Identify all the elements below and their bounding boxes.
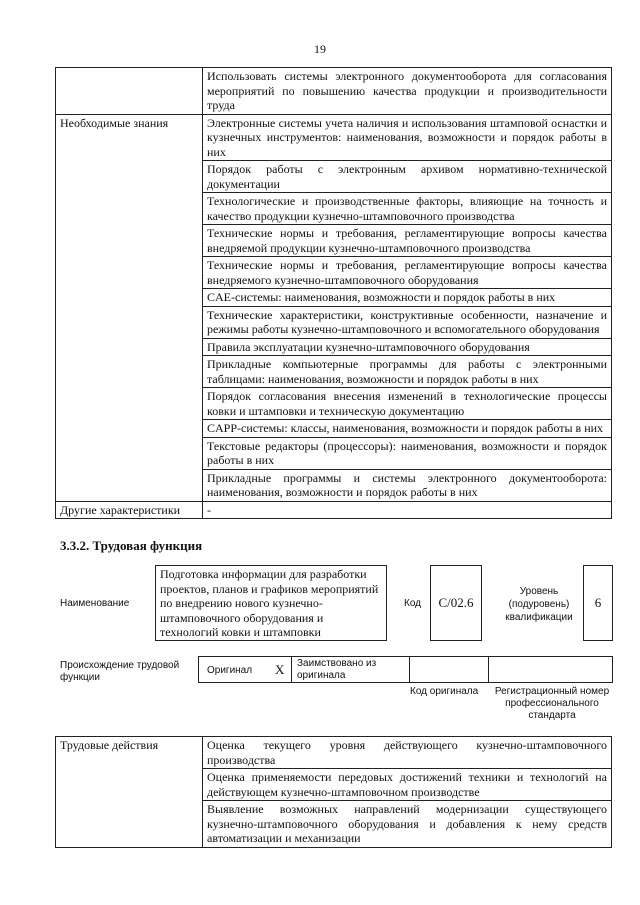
section-title: 3.3.2. Трудовая функция (60, 538, 203, 553)
knowledge-item: CAPP-системы: классы, наименования, возможности и порядок работы в них (203, 420, 612, 438)
level-label: Уровень (подуровень) квалификации (505, 586, 573, 623)
continuation-cell: Использовать системы электронного документооборота для согласования мероприятий по повышению качества продукции и производительности труда (203, 68, 612, 115)
knowledge-label: Необходимые знания (56, 114, 203, 501)
original-label: Оригинал (207, 665, 253, 676)
action-item: Выявление возможных направлений модернизации существующего кузнечно-штамповочного оборудования и добавления к нему средств автоматизации и механизации (203, 801, 612, 848)
knowledge-item: Порядок работы с электронным архивом нормативно-технической документации (203, 161, 612, 193)
knowledge-item: CAE-системы: наименования, возможности и порядок работы в них (203, 289, 612, 307)
origin-label: Происхождение трудовой функции (60, 660, 180, 683)
actions-table (55, 736, 612, 848)
divider (488, 657, 489, 682)
action-item: Оценка текущего уровня действующего кузнечно-штамповочного производства (203, 737, 612, 769)
code-label: Код (404, 598, 422, 609)
knowledge-item: Порядок согласования внесения изменений в технологические процессы ковки и штамповки и техническую документацию (203, 388, 612, 420)
other-characteristics-label: Другие характеристики (56, 501, 203, 519)
knowledge-table (55, 67, 612, 519)
divider (409, 657, 410, 682)
knowledge-item: Электронные системы учета наличия и использования штамповой оснастки и кузнечных инструментов: наименования, возможности и порядок работы в них (203, 114, 612, 161)
table-row (56, 737, 612, 769)
empty-label-cell (56, 68, 203, 115)
code-original-label: Код оригинала (410, 686, 479, 697)
reg-number-label: Регистрационный номер профессионального стандарта (494, 686, 610, 721)
other-characteristics-value: - (203, 501, 612, 519)
knowledge-item: Технические нормы и требования, регламентирующие вопросы качества внедряемой продукции кузнечно-штамповочного производства (203, 225, 612, 257)
code-value: C/02.6 (430, 565, 482, 641)
knowledge-item: Технические характеристики, конструктивные особенности, назначение и режимы работы кузнечно-штамповочного и вспомогательного оборудования (203, 306, 612, 338)
table-row (56, 114, 612, 161)
knowledge-item: Текстовые редакторы (процессоры): наименования, возможности и порядок работы в них (203, 437, 612, 469)
origin-box (198, 656, 613, 683)
action-item: Оценка применяемости передовых достижений техники и технологий на действующем кузнечно-штамповочном производстве (203, 769, 612, 801)
table-row (56, 68, 612, 115)
level-value: 6 (583, 565, 613, 641)
table-row (56, 501, 612, 519)
divider (291, 657, 292, 682)
knowledge-item: Прикладные программы и системы электронного документооборота: наименования, возможности и порядок работы в них (203, 469, 612, 501)
knowledge-item: Правила эксплуатации кузнечно-штамповочного оборудования (203, 338, 612, 356)
name-label: Наименование (60, 598, 130, 609)
borrowed-label: Заимствовано из оригинала (297, 658, 377, 681)
page-number: 19 (314, 42, 326, 56)
knowledge-item: Технические нормы и требования, регламентирующие вопросы качества внедряемого кузнечно-штамповочного оборудования (203, 257, 612, 289)
original-mark: X (275, 662, 285, 677)
knowledge-item: Прикладные компьютерные программы для работы с электронными таблицами: наименования, возможности и порядок работы в них (203, 356, 612, 388)
name-value: Подготовка информации для разработки проектов, планов и графиков мероприятий по внедрению нового кузнечно-штамповочного оборудования и технологий ковки и штамповки (155, 565, 387, 641)
knowledge-item: Технологические и производственные факторы, влияющие на точность и качество продукции кузнечно-штамповочного производства (203, 193, 612, 225)
actions-label: Трудовые действия (56, 737, 203, 848)
